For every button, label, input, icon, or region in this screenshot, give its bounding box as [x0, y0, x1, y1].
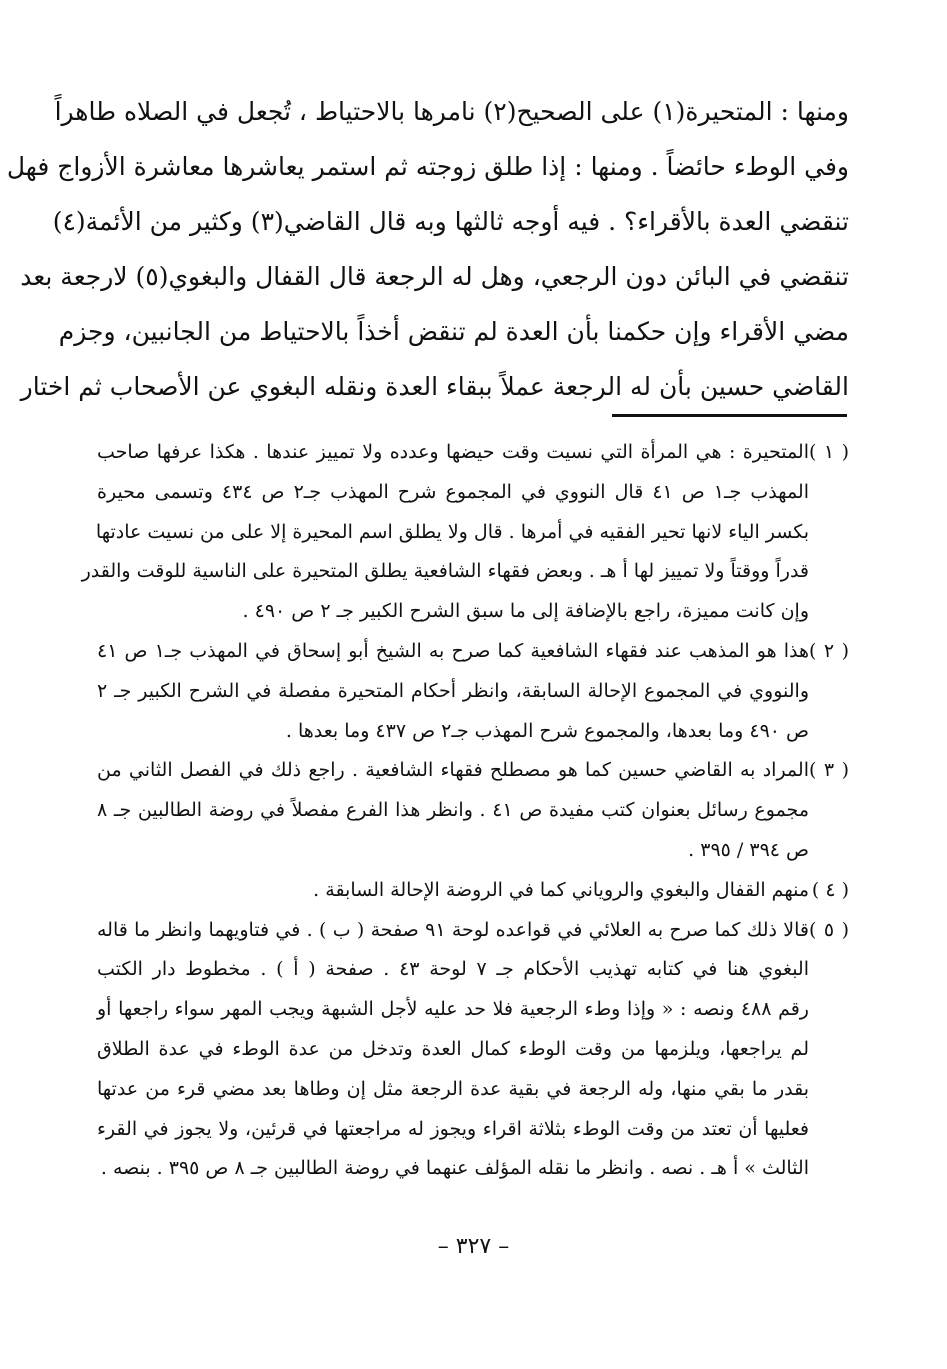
- footnote-number: ( ٣ ): [809, 759, 849, 782]
- footnote-line: [97, 751, 849, 791]
- main-text-line: وفي الوطء حائضاً . ومنها : إذا طلق زوجته ثم استمر يعاشرها معاشرة الأزواج فهل: [6, 152, 849, 181]
- footnote-line: والنووي في المجموع الإحالة السابقة، وانظر أحكام المتحيرة مفصلة في الشرح الكبير جـ ٢: [97, 679, 809, 702]
- footnote-line: لم يراجعها، ويلزمها من وقت الوطء كمال العدة وتدخل من عدة الوطء في عدة الطلاق: [97, 1037, 809, 1060]
- footnote-number: ( ٢ ): [809, 639, 849, 662]
- footnote-line: مجموع رسائل بعنوان كتب مفيدة ص ٤١ . وانظر هذا الفرع مفصلاً في روضة الطالبين جـ ٨: [97, 799, 809, 822]
- footnote-number: ( ١ ): [809, 441, 849, 463]
- footnote-number: ( ٥ ): [809, 918, 850, 941]
- footnote-line: بقدر ما بقي منها، وله الرجعة في بقية عدة الرجعة مثل إن وطاها بعد مضي قرء من عدتها: [97, 1077, 809, 1100]
- footnote-line: وإن كانت مميزة، راجع بالإضافة إلى ما سبق الشرح الكبير جـ ٢ ص ٤٩٠ .: [242, 600, 809, 623]
- main-text-line: مضي الأقراء وإن حكمنا بأن العدة لم تنقض أخذاً بالاحتياط من الجانبين، وجزم: [58, 317, 849, 346]
- main-text-block: [6, 84, 849, 414]
- main-text-line: القاضي حسين بأن له الرجعة عملاً ببقاء العدة ونقله البغوي عن الأصحاب ثم اختار: [20, 372, 849, 401]
- page-number: – ٣٢٧ –: [437, 1234, 510, 1259]
- main-text-line: تنقضي العدة بالأقراء؟ . فيه أوجه ثالثها وبه قال القاضي(٣) وكثير من الأئمة(٤): [52, 207, 849, 236]
- footnote-line: قدراً ووقتاً ولا تمييز لها أ هـ . وبعض فقهاء الشافعية يطلق المتحيرة على الناسية للوقت والقدر: [81, 560, 809, 583]
- footnote-line: [97, 632, 849, 672]
- main-text-line: ومنها : المتحيرة(١) على الصحيح(٢) نامرها بالاحتياط ، تُجعل في الصلاه طاهراً: [54, 97, 849, 126]
- footnote-line: [97, 911, 849, 951]
- footnote-line: الثالث » أ هـ . نصه . وانظر ما نقله المؤلف عنهما في روضة الطالبين جـ ٨ ص ٣٩٥ . بنصه .: [100, 1157, 809, 1180]
- footnote-text: المراد به القاضي حسين كما هو مصطلح فقهاء الشافعية . راجع ذلك في الفصل الثاني من: [97, 759, 809, 782]
- footnote-separator-rule: [612, 414, 847, 417]
- footnote-text: المتحيرة : هي المرأة التي نسيت وقت حيضها وعدده ولا تمييز عندها . هكذا عرفها صاحب: [97, 441, 809, 463]
- footnote-number: ( ٤ ): [811, 878, 849, 901]
- main-text-line: تنقضي في البائن دون الرجعي، وهل له الرجعة قال القفال والبغوي(٥) لارجعة بعد: [20, 262, 849, 291]
- footnote-2: [97, 632, 849, 751]
- footnote-line: ص ٣٩٤ / ٣٩٥ .: [688, 838, 809, 861]
- footnote-5: [97, 911, 849, 1190]
- footnote-4: [97, 871, 849, 911]
- footnote-line: المهذب جـ١ ص ٤١ قال النووي في المجموع شرح المهذب جـ٢ ص ٤٣٤ وتسمى محيرة: [97, 480, 809, 503]
- footnote-line: البغوي هنا في كتابه تهذيب الأحكام جـ ٧ لوحة ٤٣ . صفحة ( أ ) . مخطوط دار الكتب: [97, 958, 809, 981]
- footnote-text: هذا هو المذهب عند فقهاء الشافعية كما صرح به الشيخ أبو إسحاق في المهذب جـ١ ص ٤١: [97, 639, 809, 662]
- footnote-line: ص ٤٩٠ وما بعدها، والمجموع شرح المهذب جـ٢ ص ٤٣٧ وما بعدها .: [285, 719, 809, 742]
- footnote-1: [81, 433, 849, 632]
- footnotes-block: [81, 433, 850, 1189]
- footnote-line: [97, 433, 849, 473]
- footnote-text: منهم القفال والبغوي والروياني كما في الروضة الإحالة السابقة .: [313, 878, 809, 901]
- footnote-line: [97, 871, 849, 911]
- footnote-3: [97, 751, 849, 870]
- footnote-text: قالا ذلك كما صرح به العلائي في قواعده لوحة ٩١ صفحة ( ب ) . في فتاويهما وانظر ما قاله: [97, 918, 810, 941]
- footnote-line: رقم ٤٨٨ ونصه : « وإذا وطء الرجعية فلا حد عليه لأجل الشبهة ويجب المهر سواء راجعها أو: [97, 998, 809, 1021]
- footnote-line: فعليها أن تعتد من وقت الوطء بثلاثة اقراء ويجوز له مراجعتها في قرئين، ولا يجوز في القرء: [97, 1117, 809, 1140]
- footnote-line: بكسر الياء لانها تحير الفقيه في أمرها . قال ولا يطلق اسم المحيرة إلا على من نسيت عادتها: [95, 520, 809, 543]
